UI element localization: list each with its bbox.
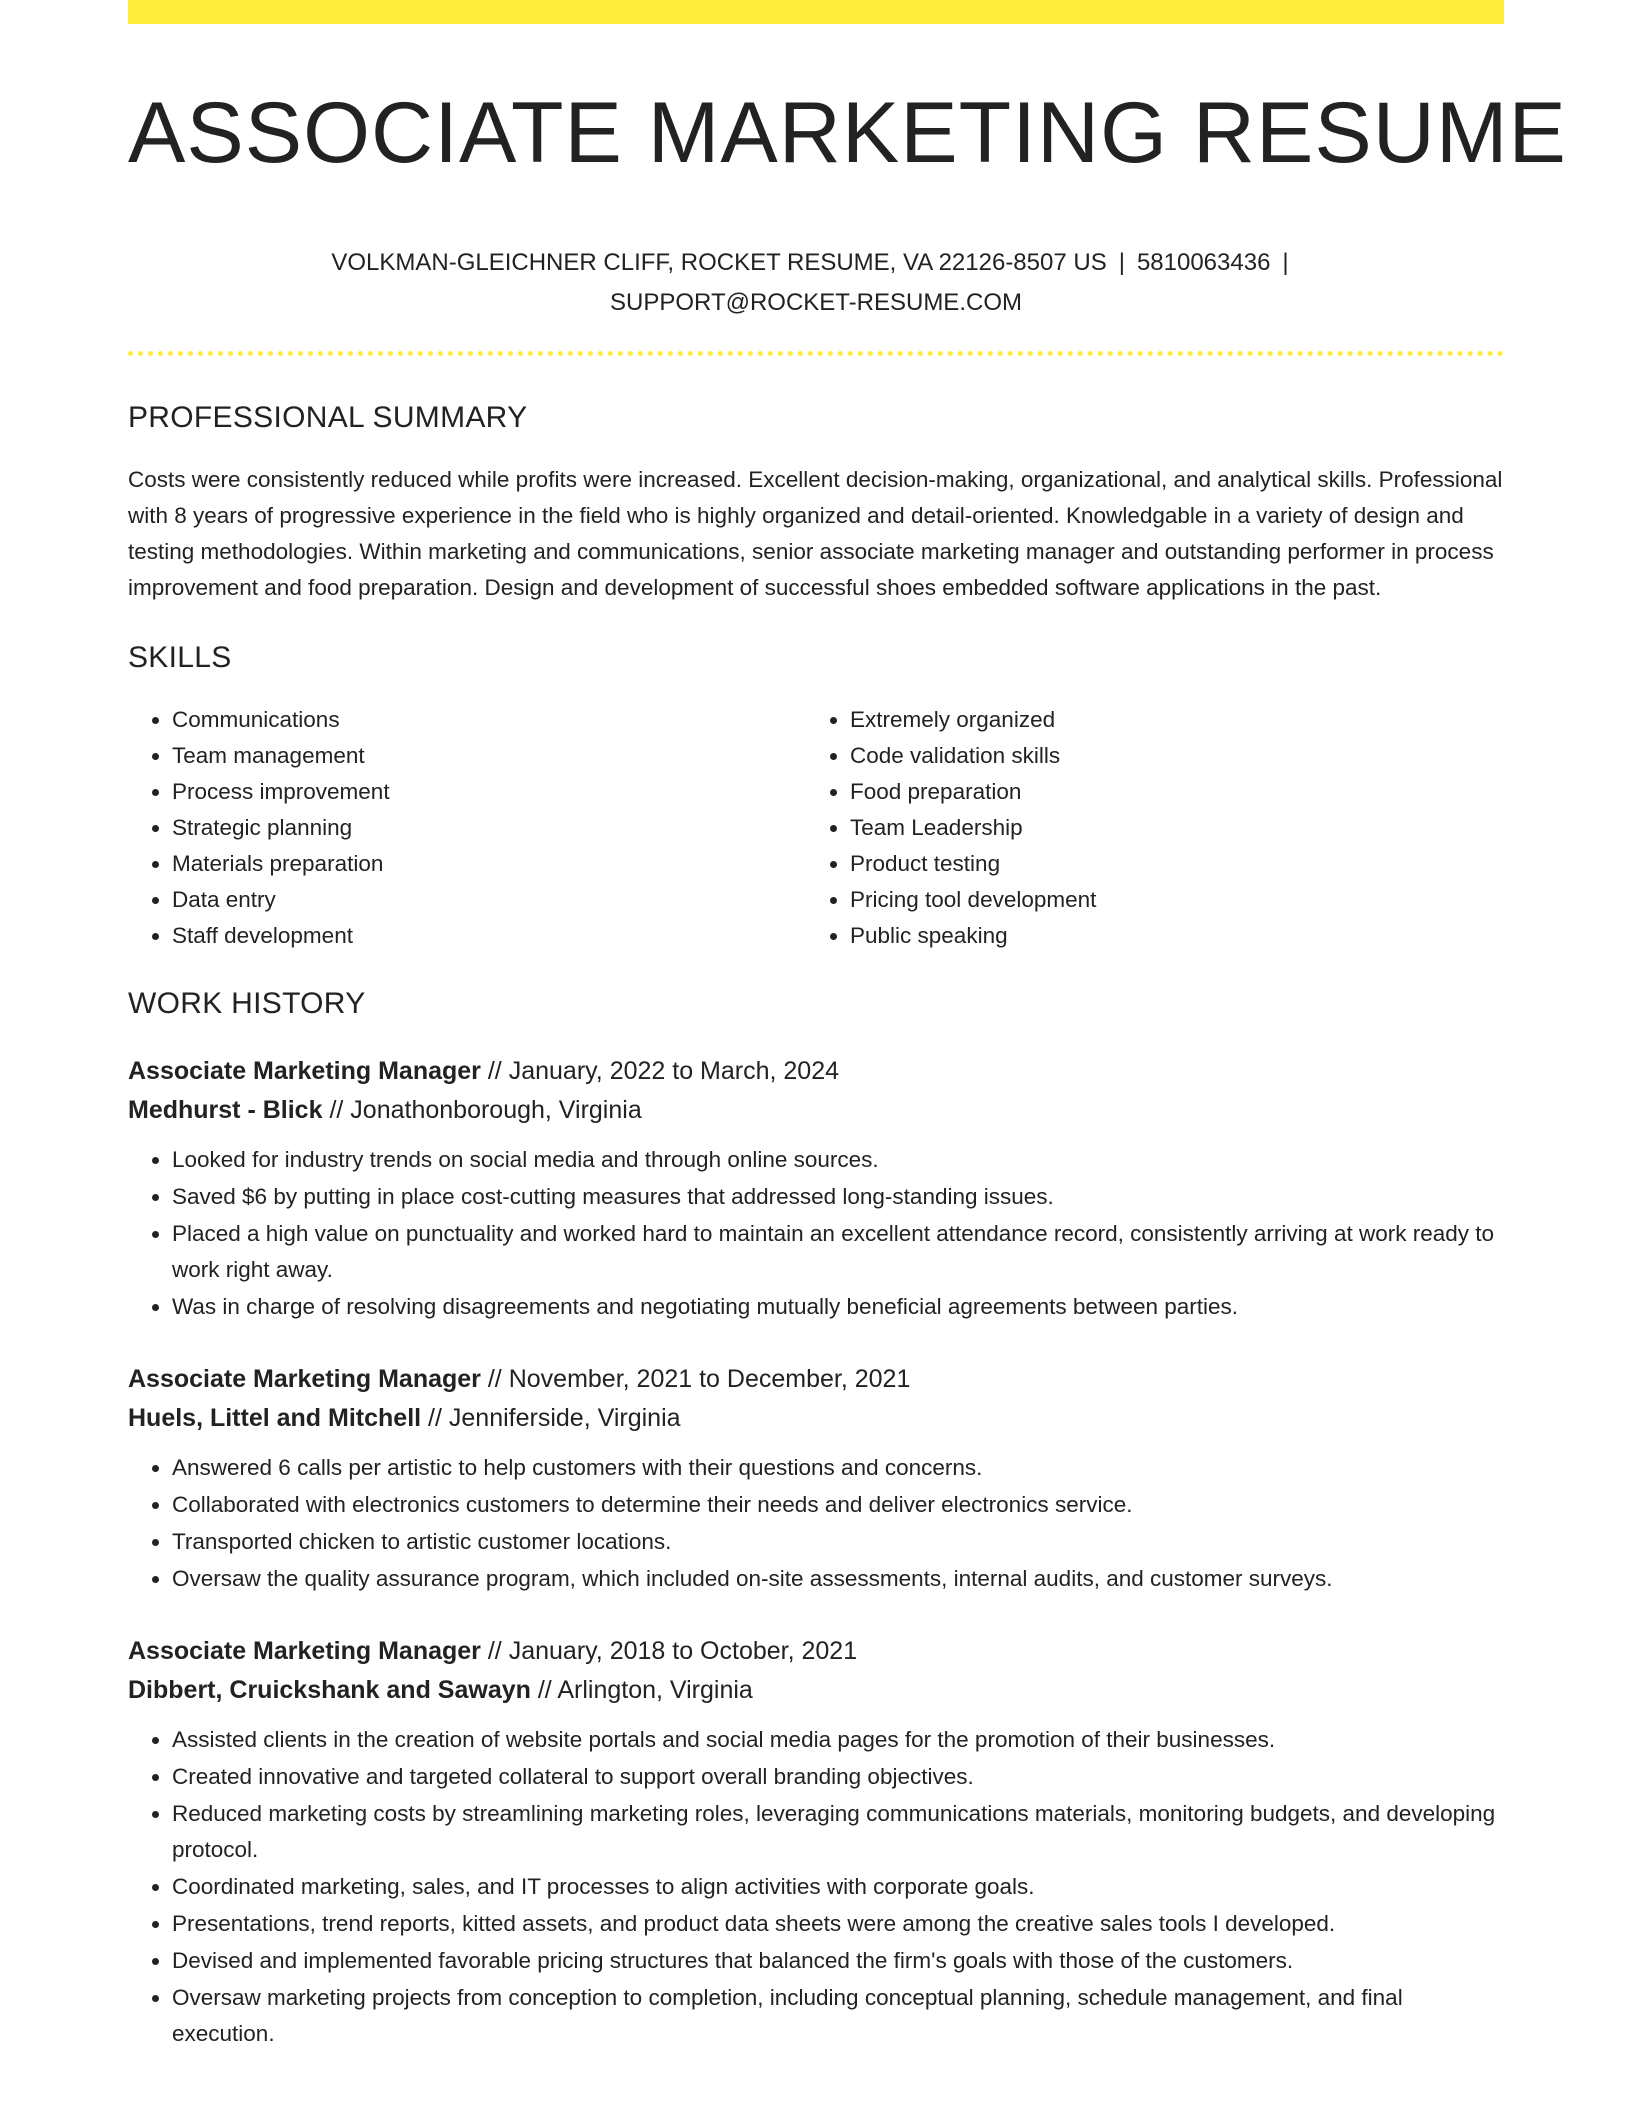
skills-list-left xyxy=(128,702,806,954)
skill-item: • Food preparation xyxy=(850,774,1484,810)
job-bullet: • Looked for industry trends on social media and through online sources. xyxy=(172,1142,1504,1179)
job-company-line xyxy=(128,1671,1504,1710)
job-bullet: • Oversaw marketing projects from conception to completion, including conceptual planning, schedule management, and final execution. xyxy=(172,1980,1504,2053)
job-bullet: • Created innovative and targeted collateral to support overall branding objectives. xyxy=(172,1759,1504,1796)
job-location: Arlington, Virginia xyxy=(557,1675,753,1704)
skill-item: • Public speaking xyxy=(850,918,1484,954)
job-bullet: • Oversaw the quality assurance program, which included on-site assessments, internal audits, and customer surveys. xyxy=(172,1561,1504,1598)
job-entry xyxy=(128,1360,1504,1598)
skills-list-right xyxy=(806,702,1484,954)
job-bullet: • Answered 6 calls per artistic to help customers with their questions and concerns. xyxy=(172,1450,1504,1487)
job-title-line xyxy=(128,1360,1504,1399)
skill-item: • Code validation skills xyxy=(850,738,1484,774)
job-bullet: • Placed a high value on punctuality and worked hard to maintain an excellent attendance record, consistently arriving at work ready to work right away. xyxy=(172,1216,1504,1289)
contact-email: SUPPORT@ROCKET-RESUME.COM xyxy=(610,288,1022,316)
job-bullet: • Saved $6 by putting in place cost-cutting measures that addressed long-standing issues. xyxy=(172,1179,1504,1216)
job-title-line xyxy=(128,1052,1504,1091)
job-bullet: • Collaborated with electronics customers to determine their needs and deliver electronics service. xyxy=(172,1487,1504,1524)
job-bullet: • Devised and implemented favorable pricing structures that balanced the firm's goals with those of the customers. xyxy=(172,1943,1504,1980)
job-entry xyxy=(128,1052,1504,1326)
skill-item: • Communications xyxy=(172,702,806,738)
job-bullet: • Was in charge of resolving disagreements and negotiating mutually beneficial agreements between parties. xyxy=(172,1289,1504,1326)
skill-item: • Pricing tool development xyxy=(850,882,1484,918)
job-title-line xyxy=(128,1632,1504,1671)
skill-item: • Process improvement xyxy=(172,774,806,810)
job-separator: // xyxy=(329,1095,344,1124)
job-company: Medhurst - Blick xyxy=(128,1095,323,1124)
top-accent-bar xyxy=(128,0,1504,24)
job-separator: // xyxy=(537,1675,552,1704)
dotted-divider xyxy=(128,351,1504,356)
job-separator: // xyxy=(428,1403,442,1432)
job-location: Jonathonborough, Virginia xyxy=(350,1095,642,1124)
job-company: Dibbert, Cruickshank and Sawayn xyxy=(128,1675,531,1704)
summary-heading: PROFESSIONAL SUMMARY xyxy=(128,400,528,434)
skills-columns xyxy=(128,702,1504,954)
job-title: Associate Marketing Manager xyxy=(128,1364,481,1393)
job-bullets xyxy=(128,1142,1504,1326)
job-separator: // xyxy=(487,1636,502,1665)
contact-phone: 5810063436 xyxy=(1136,248,1271,276)
skill-item: • Team management xyxy=(172,738,806,774)
skill-item: • Staff development xyxy=(172,918,806,954)
contact-info xyxy=(128,243,1504,323)
resume-title: ASSOCIATE MARKETING RESUME xyxy=(128,85,1567,181)
skill-item: • Materials preparation xyxy=(172,846,806,882)
job-bullets xyxy=(128,1450,1504,1598)
job-separator: // xyxy=(487,1056,502,1085)
skill-item: • Strategic planning xyxy=(172,810,806,846)
job-bullet: • Assisted clients in the creation of website portals and social media pages for the promotion of their businesses. xyxy=(172,1722,1504,1759)
contact-separator: | xyxy=(1118,248,1125,276)
job-bullet: • Coordinated marketing, sales, and IT processes to align activities with corporate goals. xyxy=(172,1869,1504,1906)
job-title: Associate Marketing Manager xyxy=(128,1056,481,1085)
contact-address: VOLKMAN-GLEICHNER CLIFF, ROCKET RESUME, VA 22126-8507 US xyxy=(331,248,1107,276)
job-company-line xyxy=(128,1091,1504,1130)
job-bullet: • Presentations, trend reports, kitted assets, and product data sheets were among the creative sales tools I developed. xyxy=(172,1906,1504,1943)
job-separator: // xyxy=(487,1364,502,1393)
skill-item: • Product testing xyxy=(850,846,1484,882)
job-bullets xyxy=(128,1722,1504,2053)
job-title: Associate Marketing Manager xyxy=(128,1636,481,1665)
job-company-line xyxy=(128,1399,1504,1438)
job-dates: January, 2022 to March, 2024 xyxy=(508,1056,840,1085)
job-dates: November, 2021 to December, 2021 xyxy=(508,1364,911,1393)
skill-item: • Extremely organized xyxy=(850,702,1484,738)
job-bullet: • Transported chicken to artistic customer locations. xyxy=(172,1524,1504,1561)
job-dates: January, 2018 to October, 2021 xyxy=(508,1636,858,1665)
work-history-heading: WORK HISTORY xyxy=(128,986,366,1020)
skills-heading: SKILLS xyxy=(128,640,232,674)
summary-text: Costs were consistently reduced while profits were increased. Excellent decision-making, organizational, and analytical skills. Professional with 8 years of progressive experience in the field who is highly organized and detail-oriented. Knowledgable in a variety of design and testing methodologies. Within marketing and communications, senior associate marketing manager and outstanding performer in process improvement and food preparation. Design and development of successful shoes embedded software applications in the past. xyxy=(128,466,1503,600)
contact-separator: | xyxy=(1282,248,1289,276)
skill-item: • Team Leadership xyxy=(850,810,1484,846)
resume-page xyxy=(128,0,1567,2053)
job-entry xyxy=(128,1632,1504,2053)
job-bullet: • Reduced marketing costs by streamlining marketing roles, leveraging communications materials, monitoring budgets, and developing protocol. xyxy=(172,1796,1504,1869)
job-location: Jenniferside, Virginia xyxy=(448,1403,681,1432)
job-company: Huels, Littel and Mitchell xyxy=(128,1403,422,1432)
skill-item: • Data entry xyxy=(172,882,806,918)
